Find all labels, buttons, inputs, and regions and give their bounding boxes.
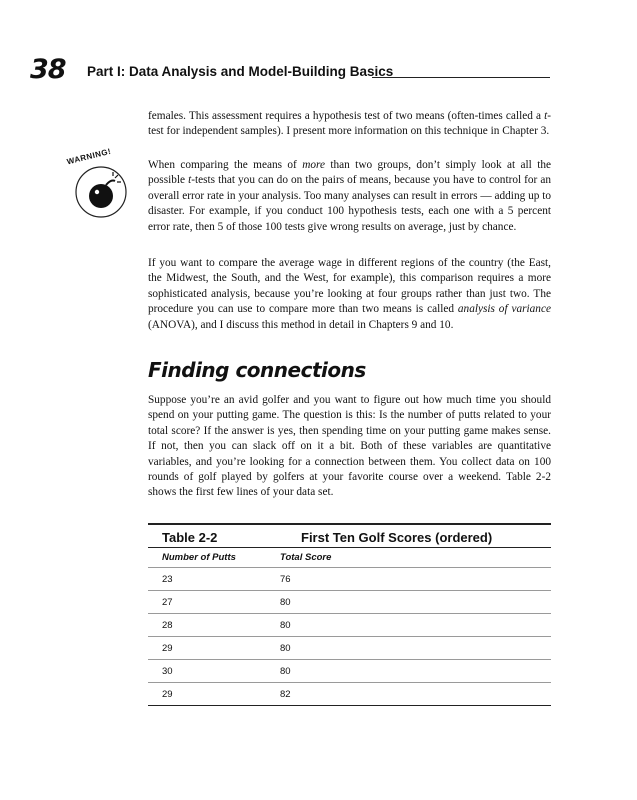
putts-cell: 27 xyxy=(162,597,173,608)
score-cell: 80 xyxy=(280,666,291,677)
data-table xyxy=(148,523,551,706)
table-caption xyxy=(148,525,551,547)
putts-cell: 23 xyxy=(162,574,173,585)
italic-text: more xyxy=(302,159,325,171)
text-run: Suppose you’re an avid golfer and you want to figure out how much time you should spend on your putting game. The question is this: Is the number of putts related to your total score? If the answer is yes, then spending time on your putting game makes sense. If not, then you can slack off on it a bit. Both of these variables are quantitative variables, and you’re looking for a connection between them. You collect data on 100 rounds of golf played by golfers at your favorite course over a weekend. Table 2-2 shows the first few lines of your data set. xyxy=(148,394,551,499)
table-title: First Ten Golf Scores (ordered) xyxy=(301,530,493,545)
putts-cell: 29 xyxy=(162,689,173,700)
table-bottom-rule xyxy=(148,705,551,706)
text-run: -tests that you can do on the pairs of means, because you have to control for an overall error rate in your analysis. Too many analyses can result in errors — adding up to disaster. For example, if you conduct 100 hypothesis tests, each one with a 5 percent error rate, then 5 of those 100 tests give wrong results on average, just by chance. xyxy=(148,174,552,233)
italic-text: t xyxy=(544,110,548,122)
table-header-row xyxy=(148,547,551,567)
putts-cell: 30 xyxy=(162,666,173,677)
page-number: 38 xyxy=(30,54,66,85)
table-row xyxy=(148,613,551,636)
text-run: females. This assessment requires a hypothesis test of two means (often-times called a xyxy=(148,110,545,122)
table-row xyxy=(148,567,551,590)
table-number: Table 2-2 xyxy=(162,530,218,545)
score-cell: 82 xyxy=(280,689,291,700)
table-body xyxy=(148,567,551,705)
warning-label: WARNING! xyxy=(65,146,113,167)
text-run: When comparing the means of xyxy=(148,159,303,171)
paragraph-4 xyxy=(148,393,551,501)
text-run: (ANOVA), and I discuss this method in detail in Chapters 9 and 10. xyxy=(148,318,454,331)
column-header: Number of Putts xyxy=(162,552,236,563)
section-heading: Finding connections xyxy=(148,358,366,382)
table-row xyxy=(148,659,551,682)
text-run: If you want to compare the average wage in different regions of the country (the East, the Midwest, the South, and the West, for example), this comparison requires a more sophisticated analysis, because you’re looking at four groups rather than just two. The procedure you can use to compare more than two means is called xyxy=(148,257,551,316)
italic-text: t xyxy=(188,174,192,187)
text-run: than two groups, don’t simply look at all the possible xyxy=(148,159,551,187)
running-head: Part I: Data Analysis and Model-Building Basics xyxy=(87,64,394,79)
italic-text: analysis of variance xyxy=(457,303,551,316)
header-rule xyxy=(372,77,550,78)
score-cell: 80 xyxy=(280,597,291,608)
text-run: -test for independent samples). I present more information on this technique in Chapter 3. xyxy=(148,110,551,138)
paragraph-1 xyxy=(148,109,551,140)
score-cell: 76 xyxy=(280,574,291,585)
table-row xyxy=(148,590,551,613)
score-cell: 80 xyxy=(280,643,291,654)
putts-cell: 29 xyxy=(162,643,173,654)
table-row xyxy=(148,636,551,659)
score-cell: 80 xyxy=(280,620,291,631)
paragraph-3 xyxy=(148,256,551,333)
bomb-icon xyxy=(68,155,134,221)
warning-icon xyxy=(65,146,134,221)
paragraph-warning xyxy=(148,158,551,235)
table-row xyxy=(148,682,551,705)
putts-cell: 28 xyxy=(162,620,173,631)
column-header: Total Score xyxy=(280,552,332,563)
